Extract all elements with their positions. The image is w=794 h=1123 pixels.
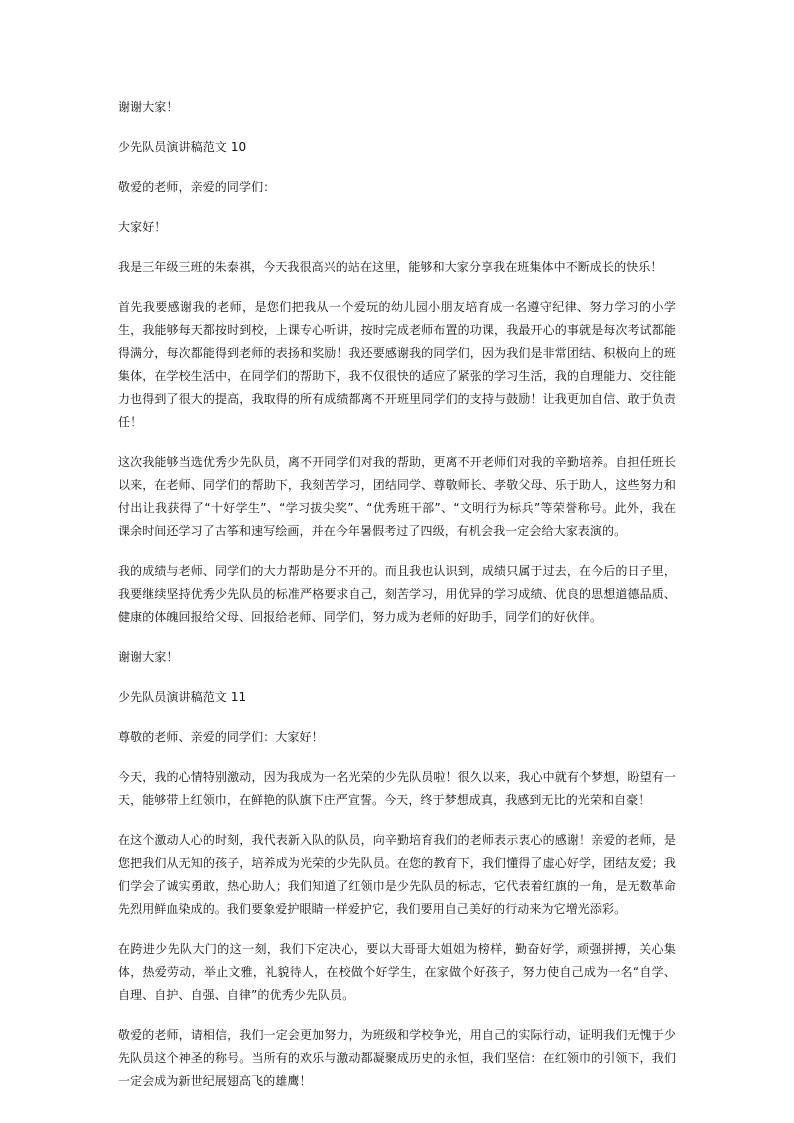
body-paragraph: 我的成绩与老师、同学们的大力帮助是分不开的。而且我也认识到，成绩只属于过去，在今后的日子里，我要继续坚持优秀少先队员的标准严格要求自己，刻苦学习，用优异的学习成绩、优良的思想道德品质、健康的体魄回报给父母、回报给老师、同学们，努力成为老师的好助手，同学们的好伙伴。: [118, 564, 676, 624]
body-paragraph: 首先我要感谢我的老师，是您们把我从一个爱玩的幼儿园小朋友培育成一名遵守纪律、努力学习的小学生，我能够每天都按时到校，上课专心听讲，按时完成老师布置的功课，我最开心的事就是每次考试都能得满分，每次都能得到老师的表扬和奖励！我还要感谢我的同学们，因为我们是非常团结、积极向上的班集体，在学校生活中，在同学们的帮助下，我不仅很快的适应了紧张的学习生活，我的自理能力、交往能力也得到了很大的提高，我取得的所有成绩都离不开班里同学们的支持与鼓励！让我更加自信、敢于负责任！: [118, 300, 676, 429]
section-title-11: 少先队员演讲稿范文 11: [118, 690, 247, 704]
body-paragraph: 在这个激动人心的时刻，我代表新入队的队员，向辛勤培育我们的老师表示衷心的感谢！亲爱的老师，是您把我们从无知的孩子，培养成为光荣的少先队员。在您的教育下，我们懂得了虚心好学，团结友爱；我们学会了诚实勇敢，热心助人；我们知道了红领巾是少先队员的标志，它代表着红旗的一角，是无数革命先烈用鲜血染成的。我们要象爱护眼睛一样爱护它，我们要用自己美好的行动来为它增光添彩。: [118, 833, 676, 916]
body-paragraph: 我是三年级三班的朱泰祺，今天我很高兴的站在这里，能够和大家分享我在班集体中不断成长的快乐！: [118, 260, 663, 274]
body-paragraph: 今天，我的心情特别激动，因为我成为一名光荣的少先队员啦！很久以来，我心中就有个梦想，盼望有一天，能够带上红领巾，在鲜艳的队旗下庄严宣誓。今天，终于梦想成真，我感到无比的光荣和自豪！: [118, 770, 676, 807]
body-paragraph: 在跨进少先队大门的这一刻，我们下定决心，要以大哥哥大姐姐为榜样，勤奋好学，顽强拼搏，关心集体，热爱劳动，举止文雅，礼貌待人，在校做个好学生，在家做个好孩子，努力使自己成为一名“自学、自理、自护、自强、自律”的优秀少先队员。: [118, 942, 676, 1002]
salutation-1: 敬爱的老师，亲爱的同学们：: [118, 180, 276, 194]
greeting-1: 大家好！: [118, 220, 167, 234]
salutation-2: 尊敬的老师、亲爱的同学们：大家好！: [118, 730, 324, 744]
section-title-10: 少先队员演讲稿范文 10: [118, 140, 247, 154]
body-paragraph: 敬爱的老师，请相信，我们一定会更加努力，为班级和学校争光，用自己的实际行动，证明我们无愧于少先队员这个神圣的称号。当所有的欢乐与激动都凝聚成历史的永恒，我们坚信：在红领巾的引领下，我们一定会成为新世纪展翅高飞的雄鹰！: [118, 1028, 676, 1088]
closing-thanks-2: 谢谢大家！: [118, 650, 179, 664]
body-paragraph: 这次我能够当选优秀少先队员，离不开同学们对我的帮助，更离不开老师们对我的辛勤培养。自担任班长以来，在老师、同学们的帮助下，我刻苦学习，团结同学、尊敬师长、孝敬父母、乐于助人，这些努力和付出让我获得了“十好学生”、“学习拔尖奖”、“优秀班干部”、“文明行为标兵”等荣誉称号。此外，我在课余时间还学习了古筝和速写绘画，并在今年暑假考过了四级，有机会我一定会给大家表演的。: [118, 455, 676, 538]
closing-thanks-1: 谢谢大家！: [118, 100, 179, 114]
